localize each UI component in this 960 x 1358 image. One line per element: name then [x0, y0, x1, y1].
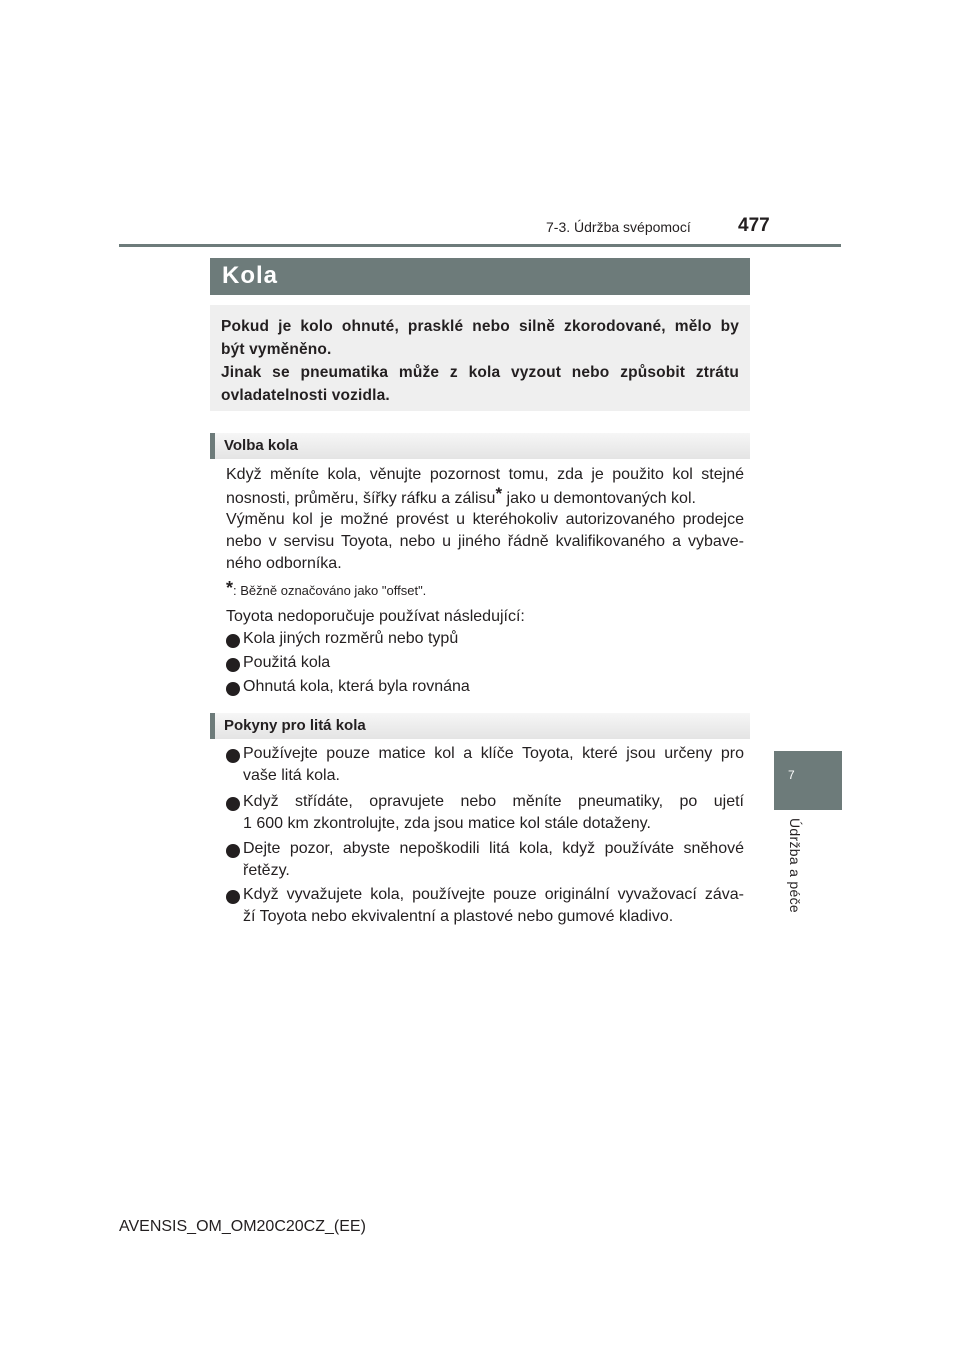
section-heading: Pokyny pro litá kola: [224, 717, 366, 734]
list-item-line: 1 600 km zkontrolujte, zda jsou matice kol stále dotaženy.: [243, 815, 651, 832]
warning-line: Jinak se pneumatika může z kola vyzout nebo způsobit ztrátu: [221, 364, 739, 381]
warning-line: být vyměněno.: [221, 341, 332, 358]
section-heading-bar: [210, 433, 750, 459]
warning-line: ovladatelnosti vozidla.: [221, 387, 390, 404]
section-heading-bar: [210, 713, 750, 739]
list-item-line: Když střídáte, opravujete nebo měníte pneumatiky, po ujetí: [243, 793, 744, 810]
list-item-line: ží Toyota nebo ekvivalentní a plastové nebo gumové kladivo.: [243, 908, 674, 925]
warning-line: Pokud je kolo ohnuté, prasklé nebo silně zkorodované, mělo by: [221, 318, 739, 335]
bullet-icon: [226, 658, 240, 672]
footnote: [226, 578, 426, 599]
bullet-icon: [226, 749, 240, 763]
document-code: AVENSIS_OM_OM20C20CZ_(EE): [119, 1218, 366, 1235]
chapter-tab: [774, 751, 842, 810]
header-divider: [119, 244, 841, 247]
list-item: Ohnutá kola, která byla rovnána: [243, 678, 470, 695]
list-item-line: řetězy.: [243, 862, 290, 879]
bullet-icon: [226, 844, 240, 858]
bullet-icon: [226, 682, 240, 696]
footnote-marker: *: [226, 578, 234, 598]
bullet-icon: [226, 634, 240, 648]
paragraph-line: Když měníte kola, věnujte pozornost tomu, zda je použito kol stejné: [226, 466, 744, 483]
section-heading: Volba kola: [224, 437, 298, 454]
list-item-line: Když vyvažujete kola, používejte pouze originální vyvažovací záva-: [243, 886, 744, 903]
list-item-line: vaše litá kola.: [243, 767, 340, 784]
chapter-number: 7: [788, 768, 795, 782]
warning-box: [210, 305, 750, 411]
paragraph-line: ného odborníka.: [226, 555, 342, 572]
bullet-icon: [226, 797, 240, 811]
section-header: 7-3. Údržba svépomocí: [546, 219, 691, 235]
section-heading-marker: [210, 713, 215, 739]
page-title: Kola: [222, 262, 279, 289]
page-number: 477: [738, 215, 770, 236]
chapter-label: Údržba a péče: [787, 818, 803, 913]
footnote-text: : Běžně označováno jako "offset".: [233, 583, 427, 598]
paragraph-text: nosnosti, průměru, šířky ráfku a zálisu: [226, 490, 496, 507]
title-bar: [210, 258, 750, 295]
list-item: Kola jiných rozměrů nebo typů: [243, 630, 459, 647]
list-intro: Toyota nedoporučuje používat následující:: [226, 608, 525, 625]
paragraph-line: [226, 484, 744, 508]
footnote-marker: *: [495, 484, 503, 503]
bullet-icon: [226, 890, 240, 904]
list-item-line: Používejte pouze matice kol a klíče Toyota, které jsou určeny pro: [243, 745, 744, 762]
paragraph-text: jako u demontovaných kol.: [502, 490, 696, 507]
paragraph-line: nebo v servisu Toyota, nebo u jiného řádně kvalifikovaného a vybave-: [226, 533, 744, 550]
section-heading-marker: [210, 433, 215, 459]
list-item-line: Dejte pozor, abyste nepoškodili litá kola, když používáte sněhové: [243, 840, 744, 857]
list-item: Použitá kola: [243, 654, 331, 671]
paragraph-line: Výměnu kol je možné provést u kteréhokoliv autorizovaného prodejce: [226, 511, 744, 528]
